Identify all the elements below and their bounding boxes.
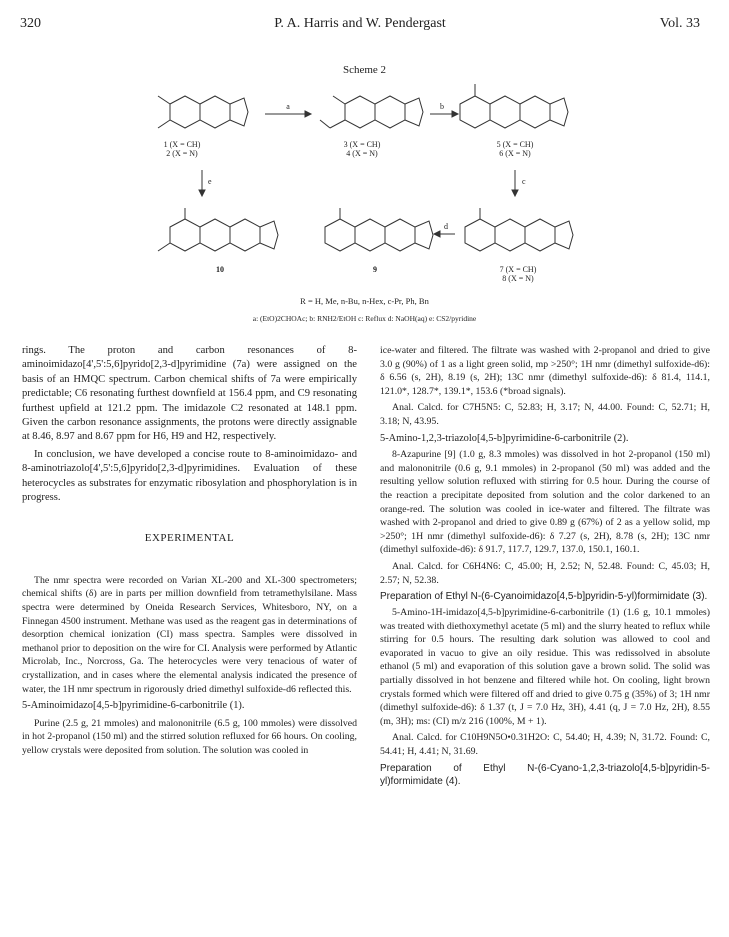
paragraph-compound-1-prep: Purine (2.5 g, 21 mmoles) and malononitrile (6.5 g, 100 mmoles) were dissolved in hot 2-propanol (150 ml) and the stirred solution refluxed for 66 hours. On cooling, yellow crystals were deposited from solution. The solution was cooled in (22, 717, 357, 756)
compound-4-heading: Preparation of Ethyl N-(6-Cyano-1,2,3-triazolo[4,5-b]pyridin-5-yl)formimidate (4). (380, 762, 710, 787)
arrow-e-label: e (208, 177, 212, 186)
scheme-title: Scheme 2 (342, 64, 387, 76)
scheme-conditions: a: (EtO)2CHOAc; b: RNH2/EtOH c: Reflux d: NaOH(aq) e: CS2/pyridine (252, 314, 477, 323)
running-authors: P. A. Harris and W. Pendergast (274, 16, 446, 31)
arrow-b-label: b (440, 102, 444, 111)
paragraph-compound-1-data: ice-water and filtered. The filtrate was washed with 2-propanol and dried to give 3.0 g (90%) of 1 as a light green solid, mp >250°; 1H nmr (dimethyl sulfoxide-d6): δ 6.56 (s, 2H), 8.19 (s, 2H); 13C nmr (dimethyl sulfoxide-d6): δ 81.4, 114.1, 121.0*, 128.7*, 139.1*, 153.6 (*broad signals). (380, 345, 710, 397)
label-compound-8: 8 (X = N) (502, 274, 534, 283)
arrow-a (265, 111, 311, 117)
label-compound-9: 9 (373, 265, 377, 274)
arrow-c (512, 170, 518, 196)
compound-7-structure (465, 208, 573, 251)
paragraph-methods: The nmr spectra were recorded on Varian XL-200 and XL-300 spectrometers; chemical shifts (δ) are in parts per million downfield from tetramethylsilane. Mass spectra were determined by Oneida Research Services, Whitesboro, NY, on a Finnegan 4500 instrument. Methane was used as the reagent gas in determinations of desorption chemical ionization (CI) mass spectra. Samples were dissolved in methanol prior to deposition on the wire for CI. Analysis were performed by Atlantic Microlab, Inc., Norcross, Ga. The heterocycles were very tenacious of water of crystallization, and in cases where the elemental analysis indicated the presence of water, the 1H nmr spectrum in rigorously dried dimethyl sulfoxide-d6 reflected this. (22, 574, 357, 695)
reaction-scheme (130, 62, 600, 332)
scheme-diagram (130, 62, 600, 332)
right-column (380, 344, 710, 791)
label-compound-2: 2 (X = N) (166, 149, 198, 158)
compound-1-structure (158, 96, 248, 128)
analysis-compound-1: Anal. Calcd. for C7H5N5: C, 52.83; H, 3.17; N, 44.00. Found: C, 52.71; H, 3.18; N, 43.95. (380, 402, 710, 427)
arrow-d (434, 231, 455, 237)
label-compound-4: 4 (X = N) (346, 149, 378, 158)
compound-1-heading: 5-Aminoimidazo[4,5-b]pyrimidine-6-carbonitrile (1). (22, 700, 245, 712)
analysis-compound-2: Anal. Calcd. for C6H4N6: C, 45.00; H, 2.52; N, 52.48. Found: C, 45.03; H, 2.57; N, 52.38. (380, 560, 710, 586)
compound-3-structure (320, 96, 423, 128)
label-compound-3: 3 (X = CH) (343, 140, 381, 149)
label-compound-7: 7 (X = CH) (499, 265, 537, 274)
label-compound-6: 6 (X = N) (499, 149, 531, 158)
label-compound-5: 5 (X = CH) (496, 140, 534, 149)
paragraph-conclusion: In conclusion, we have developed a concise route to 8-aminoimidazo- and 8-aminotriazolo[4',5':5,6]pyrido[2,3-d]pyrimidines. Evaluation of these heterocycles as substrates for enzymatic ribosylation and phosphorylation is in progress. (22, 448, 357, 504)
compound-9-structure (325, 208, 433, 251)
compound-5-structure (460, 84, 568, 128)
label-compound-10: 10 (216, 265, 224, 274)
volume-label: Vol. 33 (659, 16, 700, 31)
label-compound-1: 1 (X = CH) (163, 140, 201, 149)
paragraph-compound-2-prep: 8-Azapurine [9] (1.0 g, 8.3 mmoles) was dissolved in hot 2-propanol (150 ml) and malononitrile (0.6 g, 9.1 mmoles) in 2-propanol (50 ml) was added and the resulting yellow solution refluxed with stirring for 0.5 hour. During the course of the reaction a precipitate deposited from solution and the color darkened to an orange-red. The solution was cooled in ice-water and filtered. The filtrate was washed with 2-propanol and dried to give 0.89 g (67%) of 2 as a yellow solid, mp >250°; 1H nmr (dimethyl sulfoxide-d6): δ 7.27 (s, 2H), 8.78 (s, 2H); 13C nmr (dimethyl sulfoxide-d6): δ 91.7, 117.7, 129.7, 137.0, 150.1, 160.1. (380, 449, 710, 556)
scheme-r-groups: R = H, Me, n-Bu, n-Hex, c-Pr, Ph, Bn (300, 296, 429, 306)
left-column (22, 344, 357, 760)
arrow-a-label: a (286, 102, 290, 111)
arrow-c-label: c (522, 177, 526, 186)
page-number: 320 (20, 16, 41, 31)
running-header (20, 16, 700, 34)
arrow-e (199, 170, 205, 196)
compound-3-heading: Preparation of Ethyl N-(6-Cyanoimidazo[4,5-b]pyridin-5-yl)formimidate (3). (380, 591, 708, 603)
compound-2-heading: 5-Amino-1,2,3-triazolo[4,5-b]pyrimidine-6-carbonitrile (2). (380, 432, 629, 444)
arrow-b (430, 111, 458, 117)
section-heading-experimental: EXPERIMENTAL (144, 532, 235, 545)
paragraph-compound-3-prep: 5-Amino-1H-imidazo[4,5-b]pyrimidine-6-carbonitrile (1) (1.6 g, 10.1 mmoles) was treated with diethoxymethyl acetate (5 ml) and the slurry heated to reflux while stirring for 0.5 hours. The resulting dark solution was allowed to cool and evaporated in vacuo to give an oily residue. This was redissolved in absolute ethanol (5 ml) and evaporation of this solution gave a brown solid. The solid was partially dissolved in hot benzene and filtered while hot. On cooling, light brown crystals formed which were filtered off and dried to give 0.75 g (35%) of 3; 1H nmr (dimethyl sulfoxide-d6): δ 1.37 (t, J = 7.0 Hz, 3H), 4.41 (q, J = 7.0 Hz, 2H), 8.55 (m, 3H); ms: (CI) m/z 216 (100%, M + 1). (380, 607, 710, 727)
arrow-d-label: d (444, 222, 448, 231)
compound-10-structure (158, 208, 278, 251)
paragraph-nmr-assignment: rings. The proton and carbon resonances of 8-aminoimidazo[4',5':5,6]pyrido[2,3-d]pyrimidine (7a) were assigned on the basis of an HMQC spectrum. Carbon chemical shifts of 7a were empirically predictable; C6 resonating furthest downfield at 156.4 ppm, and C9 resonating furthest upfield at 121.2 ppm. The imidazole C2 resonated at 148.1 ppm. Given the carbon resonance assignments, the protons were directly assignable at 8.46, 8.97 and 8.67 ppm for H6, H9 and H2, respectively. (22, 345, 357, 443)
analysis-compound-3: Anal. Calcd. for C10H9N5O•0.31H2O: C, 54.40; H, 4.39; N, 31.72. Found: C, 54.41; H, 4.41; N, 31.69. (380, 732, 710, 758)
